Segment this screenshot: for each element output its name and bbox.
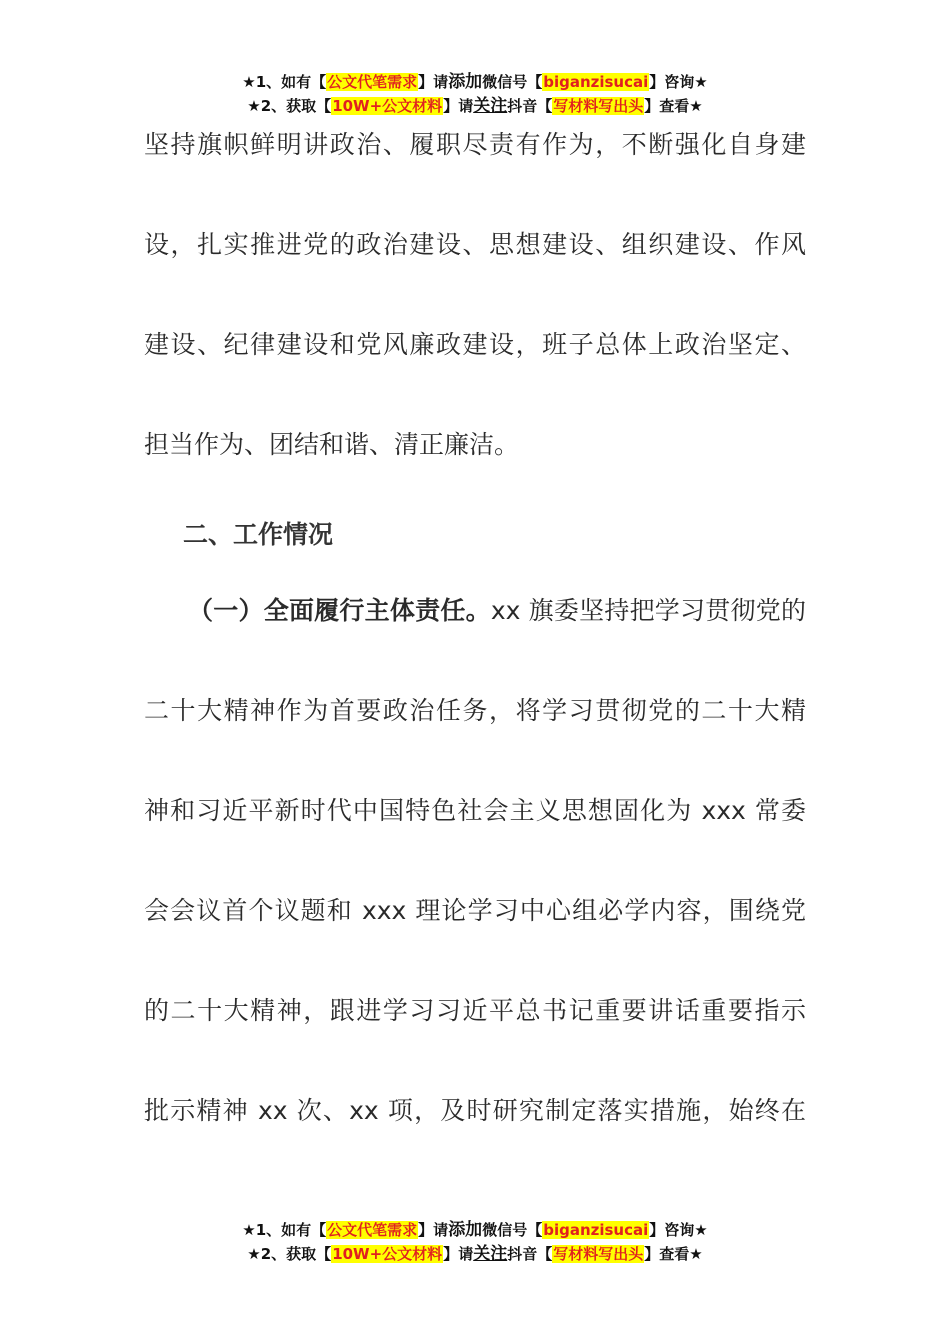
banner-highlight: 10W+公文材料	[332, 1245, 443, 1263]
banner-highlight: 10W+公文材料	[332, 97, 443, 115]
paragraph-text: xx 旗委坚持把学习贯彻党的	[490, 596, 806, 625]
subheading-inline: （一）全面履行主体责任。	[188, 596, 491, 625]
banner-text: 】请	[418, 73, 449, 91]
paragraph-line: 建设、纪律建设和党风廉政建设，班子总体上政治坚定、	[144, 330, 806, 359]
top-banner	[0, 70, 950, 118]
banner-line-1	[0, 70, 950, 94]
banner-text: 】查看★	[644, 97, 703, 115]
paragraph-line: 批示精神 xx 次、xx 项，及时研究制定落实措施，始终在	[144, 1096, 806, 1125]
banner-text: 微信号【	[482, 1221, 543, 1239]
banner-text: 】请	[418, 1221, 449, 1239]
banner-text: 】请	[443, 1245, 474, 1263]
banner-emphasis: 关注	[473, 96, 508, 116]
banner-highlight: 公文代笔需求	[327, 73, 418, 91]
section-heading: 二、工作情况	[183, 520, 334, 549]
banner-emphasis: 添加	[448, 72, 483, 92]
banner-text: 抖音【	[507, 1245, 553, 1263]
banner-text: 】咨询★	[649, 73, 708, 91]
douyin-id-highlight: 写材料写出头	[553, 1245, 644, 1263]
paragraph-line: 会会议首个议题和 xxx 理论学习中心组必学内容，围绕党	[144, 896, 806, 925]
banner-highlight: 公文代笔需求	[327, 1221, 418, 1239]
banner-emphasis: 添加	[448, 1220, 483, 1240]
banner-line-1	[0, 1218, 950, 1242]
wechat-id-highlight: biganzisucai	[543, 73, 649, 91]
wechat-id-highlight: biganzisucai	[543, 1221, 649, 1239]
paragraph-line: 二十大精神作为首要政治任务，将学习贯彻党的二十大精	[144, 696, 806, 725]
banner-text: 】查看★	[644, 1245, 703, 1263]
douyin-id-highlight: 写材料写出头	[553, 97, 644, 115]
banner-line-2	[0, 94, 950, 118]
banner-text: 抖音【	[507, 97, 553, 115]
banner-text: 】请	[443, 97, 474, 115]
banner-line-2	[0, 1242, 950, 1266]
paragraph-lead-line	[188, 598, 806, 623]
paragraph-line: 的二十大精神，跟进学习习近平总书记重要讲话重要指示	[144, 996, 806, 1025]
banner-text: ★2、获取【	[247, 97, 332, 115]
banner-emphasis: 关注	[473, 1244, 508, 1264]
banner-text: 】咨询★	[649, 1221, 708, 1239]
paragraph-line: 坚持旗帜鲜明讲政治、履职尽责有作为，不断强化自身建	[144, 130, 806, 159]
banner-text: ★2、获取【	[247, 1245, 332, 1263]
banner-text: ★1、如有【	[242, 73, 327, 91]
paragraph-line: 设，扎实推进党的政治建设、思想建设、组织建设、作风	[144, 230, 806, 259]
banner-text: ★1、如有【	[242, 1221, 327, 1239]
paragraph-line: 神和习近平新时代中国特色社会主义思想固化为 xxx 常委	[144, 796, 806, 825]
paragraph-line: 担当作为、团结和谐、清正廉洁。	[144, 430, 520, 459]
banner-text: 微信号【	[482, 73, 543, 91]
bottom-banner	[0, 1218, 950, 1266]
